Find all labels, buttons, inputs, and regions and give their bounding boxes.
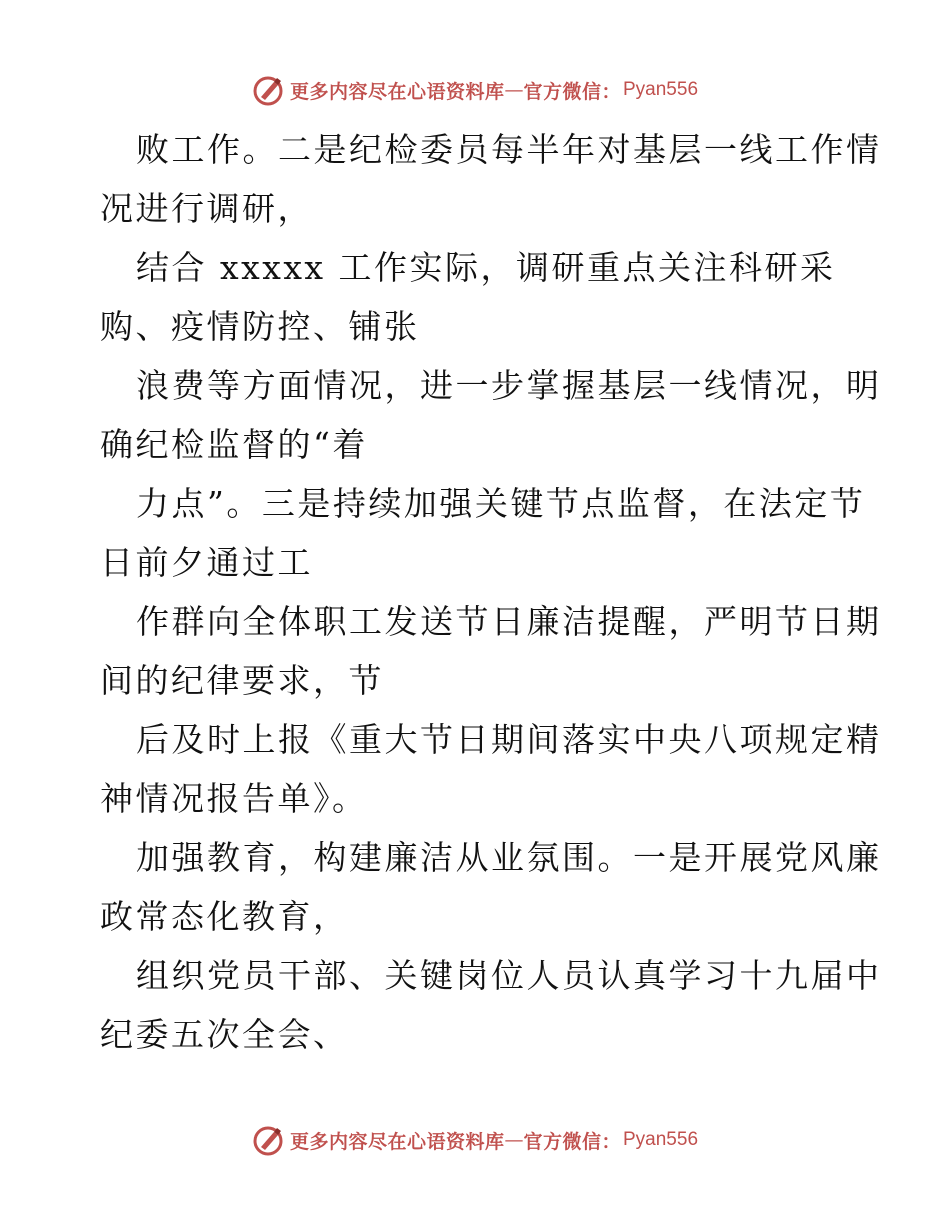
paragraph-line: 后及时上报《重大节日期间落实中央八项规定精: [136, 720, 882, 759]
paragraph-line: 纪委五次全会、: [100, 1015, 349, 1054]
watermark-separator: —: [504, 79, 524, 101]
paragraph-line: 结合 xxxxx 工作实际，调研重点关注科研采: [136, 248, 836, 287]
paragraph-line: 加强教育，构建廉洁从业氛围。一是开展党风廉: [136, 838, 882, 877]
pen-circle-logo-icon: [252, 73, 286, 107]
watermark-brand-text: 更多内容尽在心语资料库: [289, 80, 505, 103]
paragraph-line: 政常态化教育，: [100, 897, 349, 936]
watermark-wechat-id: Pyan556: [623, 1129, 699, 1150]
paragraph-line: 浪费等方面情况，进一步掌握基层一线情况，明: [136, 366, 882, 405]
paragraph-line: 力点”。三是持续加强关键节点监督，在法定节: [136, 484, 866, 523]
paragraph-line: 日前夕通过工: [100, 543, 313, 582]
paragraph-line: 败工作。二是纪检委员每半年对基层一线工作情: [136, 130, 882, 169]
watermark-wechat-label: 官方微信：: [523, 80, 621, 103]
watermark-wechat-label: 官方微信：: [523, 1130, 621, 1153]
watermark-brand-text: 更多内容尽在心语资料库: [289, 1130, 505, 1153]
paragraph-line: 确纪检监督的“着: [100, 425, 368, 464]
header-watermark: [0, 70, 950, 110]
paragraph-line: 作群向全体职工发送节日廉洁提醒，严明节日期: [136, 602, 882, 641]
watermark-separator: —: [504, 1129, 524, 1151]
footer-watermark: [0, 1120, 950, 1160]
paragraph-line: 况进行调研，: [100, 189, 313, 228]
paragraph-line: 间的纪律要求，节: [100, 661, 384, 700]
pen-circle-logo-icon: [252, 1123, 286, 1157]
paragraph-line: 购、疫情防控、铺张: [100, 307, 420, 346]
watermark-wechat-id: Pyan556: [623, 79, 699, 100]
document-body: [100, 120, 882, 1064]
paragraph-line: 神情况报告单》。: [100, 779, 368, 818]
paragraph-line: 组织党员干部、关键岗位人员认真学习十九届中: [136, 956, 882, 995]
